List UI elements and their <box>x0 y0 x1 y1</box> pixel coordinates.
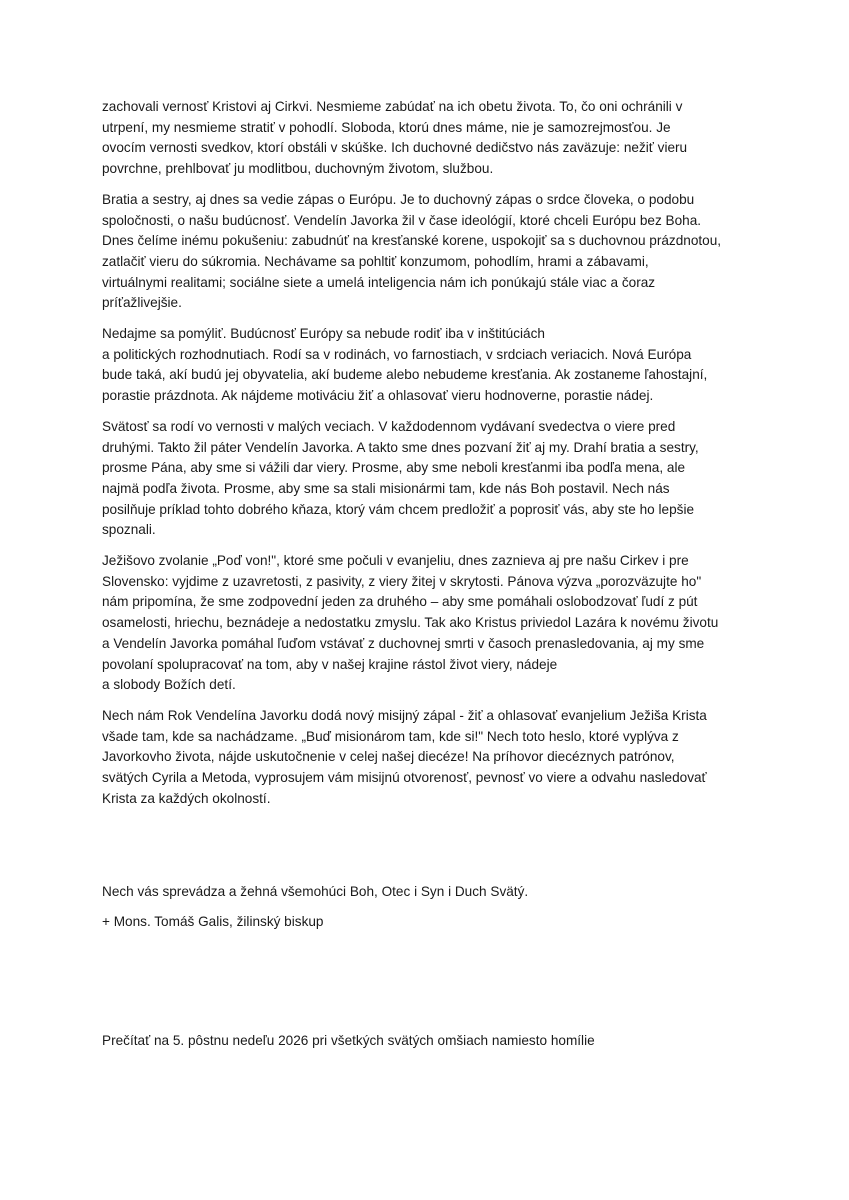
paragraph-line: nám pripomína, že sme zodpovední jeden za druhého – aby sme pomáhali oslobodzovať ľudí z pút <box>102 594 698 610</box>
paragraph-line: virtuálnymi realitami; sociálne siete a umelá inteligencia nám ich ponúkajú stále viac a čoraz <box>102 274 656 290</box>
body-paragraph <box>102 706 762 810</box>
paragraph-line: povolaní spolupracovať na tom, aby v našej krajine rástol život viery, nádeje <box>102 656 558 672</box>
paragraph-line: druhými. Takto žil páter Vendelín Javorka. A takto sme dnes pozvaní žiť aj my. Drahí bratia a sestry, <box>102 439 699 455</box>
paragraph-line: Svätosť sa rodí vo vernosti v malých veciach. V každodennom vydávaní svedectva o viere pred <box>102 418 676 434</box>
body-paragraph <box>102 190 762 314</box>
paragraph-line: utrpení, my nesmieme stratiť v pohodlí. Sloboda, ktorú dnes máme, nie je samozrejmosťou. Je <box>102 119 671 135</box>
body-paragraph <box>102 324 762 407</box>
paragraph-line: ovocím vernosti svedkov, ktorí obstáli v skúške. Ich duchovné dedičstvo nás zaväzuje: nežiť vieru <box>102 140 688 156</box>
blessing-text: Nech vás sprevádza a žehná všemohúci Boh, Otec i Syn i Duch Svätý. <box>102 883 529 899</box>
reading-instruction-note: Prečítať na 5. pôstnu nedeľu 2026 pri všetkých svätých omšiach namiesto homílie <box>102 1032 595 1048</box>
bishop-signature: + Mons. Tomáš Galis, žilinský biskup <box>102 914 324 930</box>
paragraph-line: Nech nám Rok Vendelína Javorku dodá nový misijný zápal - žiť a ohlasovať evanjelium Ježiša Krista <box>102 707 707 723</box>
paragraph-line: Krista za každých okolností. <box>102 790 271 806</box>
paragraph-line: Javorkovho života, nájde uskutočnenie v celej našej diecéze! Na príhovor diecéznych patrónov, <box>102 749 675 765</box>
paragraph-line: Dnes čelíme inému pokušeniu: zabudnúť na kresťanské korene, uspokojiť sa s duchovnou prázdnotou, <box>102 233 722 249</box>
paragraph-line: zatlačiť vieru do súkromia. Nechávame sa pohltiť konzumom, pohodlím, hrami a zábavami, <box>102 253 649 269</box>
paragraph-line: spoznali. <box>102 522 156 538</box>
paragraph-line: Bratia a sestry, aj dnes sa vedie zápas o Európu. Je to duchovný zápas o srdce človeka, o podobu <box>102 191 695 207</box>
paragraph-line: Slovensko: vyjdime z uzavretosti, z pasivity, z viery žitej v skrytosti. Pánova výzva „porozväzujte ho" <box>102 573 702 589</box>
paragraph-line: a Vendelín Javorka pomáhal ľuďom vstávať z duchovnej smrti v časoch prenasledovania, aj my sme <box>102 635 705 651</box>
paragraph-line: porastie prázdnota. Ak nájdeme motiváciu žiť a ohlasovať vieru hodnoverne, porastie nádej. <box>102 388 654 404</box>
letter-body <box>102 97 762 810</box>
paragraph-line: posilňuje príklad tohto dobrého kňaza, ktorý vám chcem predložiť a poprosiť vás, aby ste ho lepšie <box>102 501 695 517</box>
paragraph-line: Nedajme sa pomýliť. Budúcnosť Európy sa nebude rodiť iba v inštitúciách <box>102 326 545 342</box>
paragraph-line: príťažlivejšie. <box>102 295 182 311</box>
paragraph-line: osamelosti, hriechu, beznádeje a nedostatku zmyslu. Tak ako Kristus priviedol Lazára k novému životu <box>102 615 719 631</box>
paragraph-line: povrchne, prehlbovať ju modlitbou, duchovným životom, službou. <box>102 161 494 177</box>
paragraph-line: bude taká, akí budú jej obyvatelia, akí budeme alebo nebudeme kresťania. Ak zostaneme ľahostajní, <box>102 367 708 383</box>
paragraph-line: zachovali vernosť Kristovi aj Cirkvi. Nesmieme zabúdať na ich obetu života. To, čo oni ochránili v <box>102 99 683 114</box>
paragraph-line: najmä podľa života. Prosme, aby sme sa stali misionármi tam, kde nás Boh postavil. Nech nás <box>102 480 670 496</box>
paragraph-line: svätých Cyrila a Metoda, vyprosujem vám misijnú otvorenosť, pevnosť vo viere a odvahu nasledovať <box>102 770 707 786</box>
paragraph-line: spoločnosti, o našu budúcnosť. Vendelín Javorka žil v čase ideológií, ktoré chceli Európu bez Boha. <box>102 212 702 228</box>
document-page <box>102 97 762 1062</box>
body-paragraph <box>102 417 762 541</box>
paragraph-line: prosme Pána, aby sme si vážili dar viery. Prosme, aby sme neboli kresťanmi iba podľa mena, ale <box>102 460 686 476</box>
body-paragraph <box>102 551 762 696</box>
body-paragraph <box>102 97 762 180</box>
paragraph-line: Ježišovo zvolanie „Poď von!", ktoré sme počuli v evanjeliu, dnes zaznieva aj pre našu Cirkev i pre <box>102 553 689 569</box>
paragraph-line: a politických rozhodnutiach. Rodí sa v rodinách, vo farnostiach, v srdciach veriacich. Nová Európa <box>102 346 692 362</box>
paragraph-line: všade tam, kde sa nachádzame. „Buď misionárom tam, kde si!" Nech toto heslo, ktoré vyplýva z <box>102 728 679 744</box>
paragraph-line: a slobody Božích detí. <box>102 677 236 693</box>
